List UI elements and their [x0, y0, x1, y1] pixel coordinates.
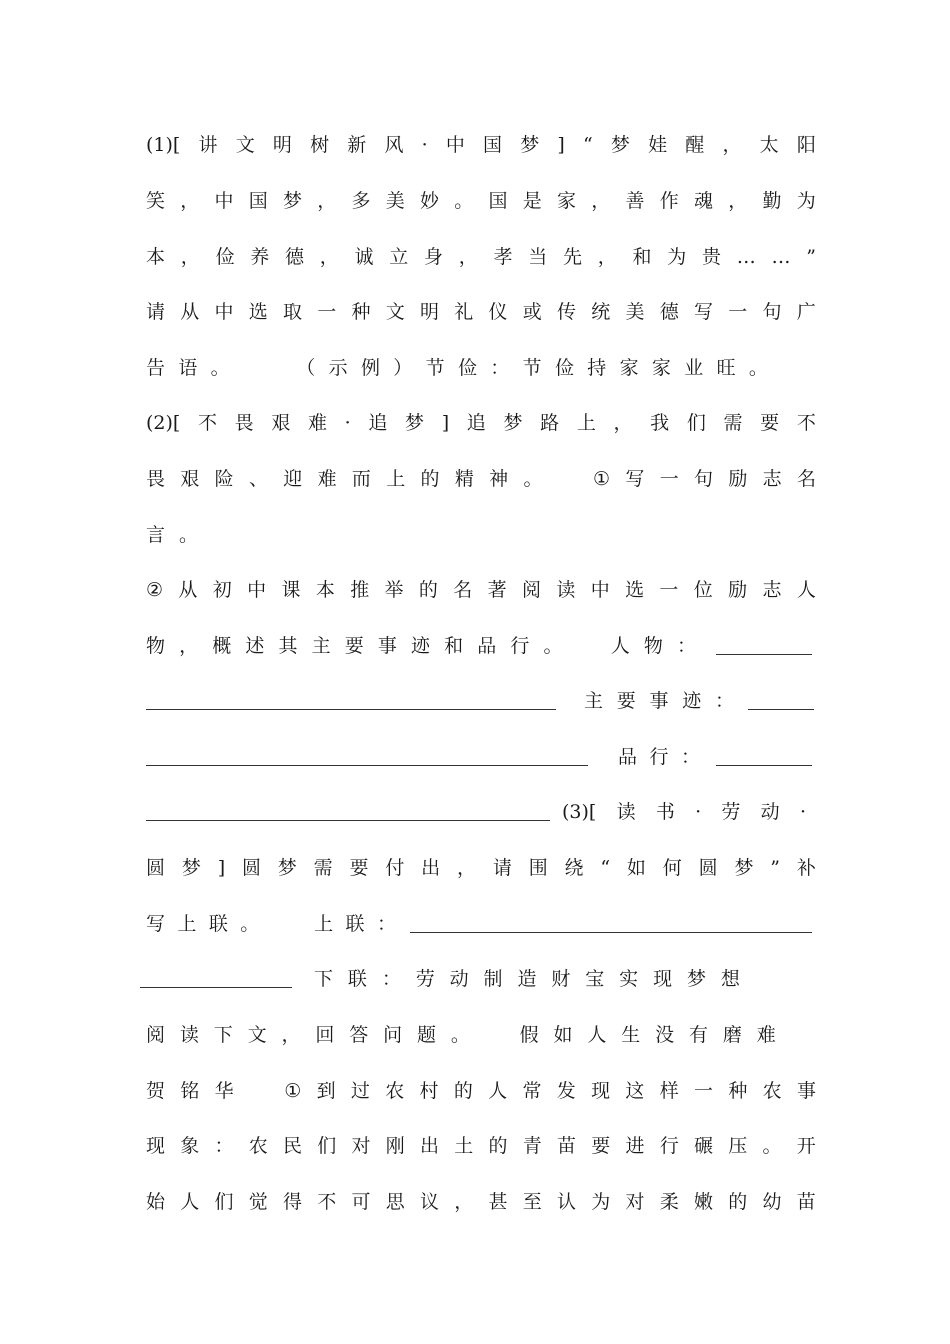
text-line-3: 本 ， 俭 养 德 ， 诚 立 身 ， 孝 当 先 ， 和 为 贵 … … ” [146, 246, 816, 268]
text-line-14: 圆 梦 ] 圆 梦 需 要 付 出 ， 请 围 绕 “ 如 何 圆 梦 ” 补 [146, 857, 816, 879]
answer-blank-couplet-cont[interactable] [140, 987, 292, 988]
text-line-20: 始 人 们 觉 得 不 可 思 议 ， 甚 至 认 为 对 柔 嫩 的 幼 苗 [146, 1191, 816, 1213]
answer-blank-character-cont[interactable] [146, 820, 550, 821]
text-line-13: (3)[ 读 书 · 劳 动 · [562, 801, 806, 823]
text-line-6: (2)[ 不 畏 艰 难 · 追 梦 ] 追 梦 路 上 ， 我 们 需 要 不 [146, 412, 816, 434]
text-line-10: 物 ， 概 述 其 主 要 事 迹 和 品 行 。 人 物 ： [146, 635, 696, 657]
answer-blank-deeds[interactable] [748, 709, 814, 710]
answer-blank-character[interactable] [716, 765, 812, 766]
text-line-15: 写 上 联 。 上 联 ： [146, 913, 396, 935]
text-line-9: ② 从 初 中 课 本 推 举 的 名 著 阅 读 中 选 一 位 励 志 人 [146, 579, 816, 601]
text-line-17: 阅 读 下 文 ， 回 答 问 题 。 假 如 人 生 没 有 磨 难 [146, 1024, 776, 1046]
text-line-16: 下 联 ： 劳 动 制 造 财 宝 实 现 梦 想 [314, 968, 740, 990]
answer-blank-couplet[interactable] [410, 932, 812, 933]
text-main-deeds-label: 主 要 事 迹 ： [584, 690, 734, 712]
answer-blank-deeds-cont[interactable] [146, 765, 588, 766]
text-line-8: 言。 [146, 524, 213, 546]
text-line-5: 告 语 。 （ 示 例 ） 节 俭 ： 节 俭 持 家 家 业 旺 。 [146, 357, 768, 379]
answer-blank-person-cont[interactable] [146, 709, 556, 710]
text-line-19: 现 象 ： 农 民 们 对 刚 出 土 的 青 苗 要 进 行 碾 压 。 开 [146, 1135, 816, 1157]
text-line-1: (1)[ 讲 文 明 树 新 风 · 中 国 梦 ] “ 梦 娃 醒 ， 太 阳 [146, 134, 816, 156]
text-character-label: 品 行 ： [618, 746, 700, 768]
text-line-18: 贺 铭 华 ① 到 过 农 村 的 人 常 发 现 这 样 一 种 农 事 [146, 1080, 816, 1102]
text-line-4: 请 从 中 选 取 一 种 文 明 礼 仪 或 传 统 美 德 写 一 句 广 [146, 301, 816, 323]
text-line-7: 畏 艰 险 、 迎 难 而 上 的 精 神 。 ① 写 一 句 励 志 名 [146, 468, 816, 490]
answer-blank-person[interactable] [716, 654, 812, 655]
text-line-2: 笑 ， 中 国 梦 ， 多 美 妙 。 国 是 家 ， 善 作 魂 ， 勤 为 [146, 190, 816, 212]
